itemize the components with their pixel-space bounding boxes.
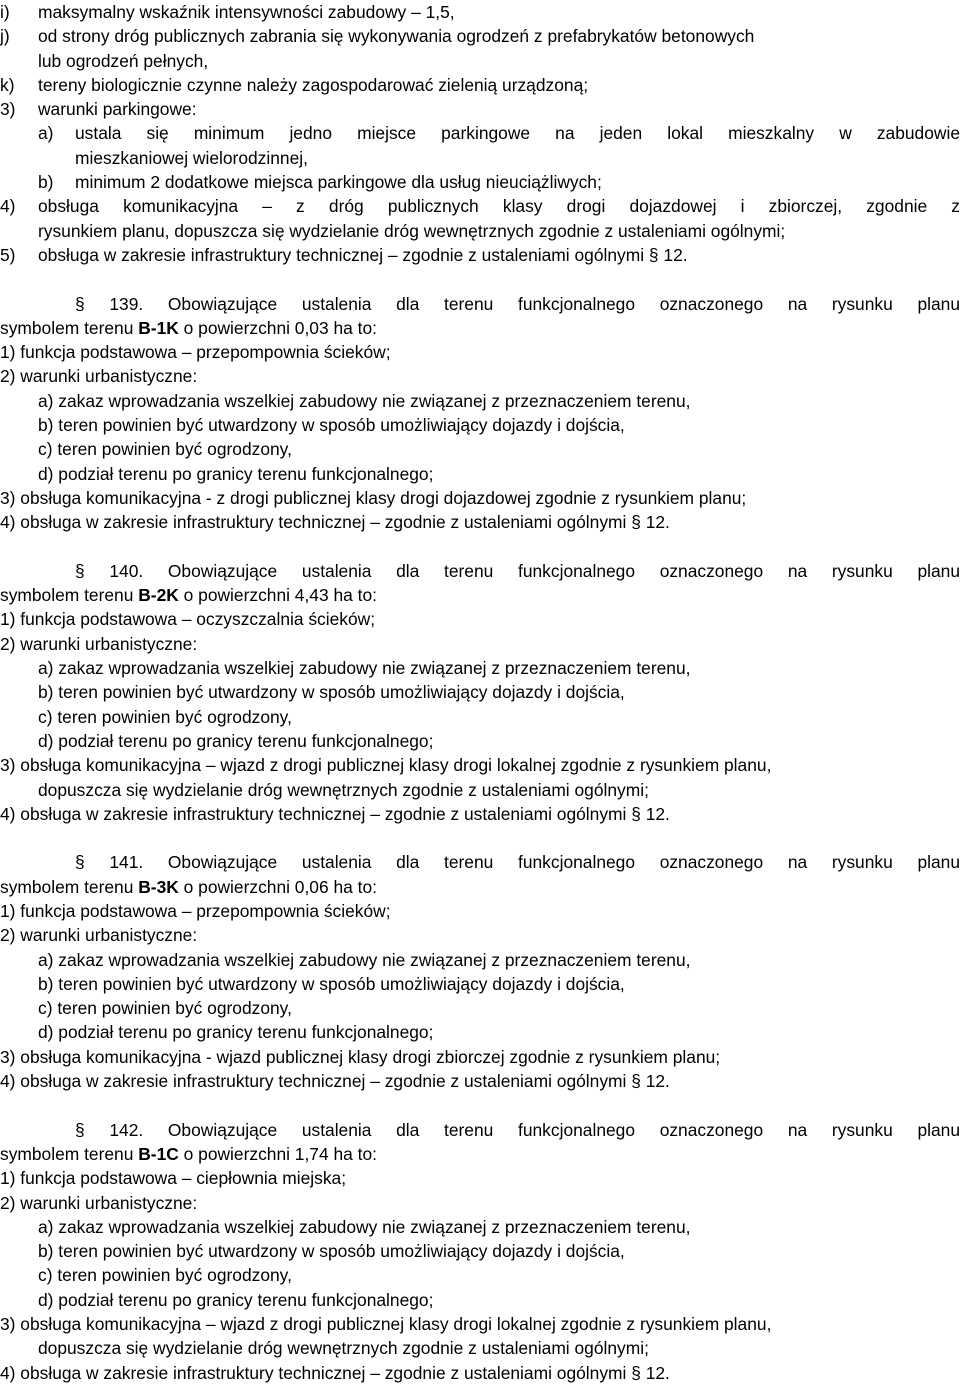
list-item-3-cont xyxy=(0,1336,960,1360)
section-symbol-line xyxy=(0,316,960,340)
list-text: 1) funkcja podstawowa – przepompownia ścieków; xyxy=(0,900,391,921)
list-text: ustala się minimum jedno miejsce parkingowe na jeden lokal mieszkalny w zabudowie xyxy=(75,123,960,144)
list-text: 1) funkcja podstawowa – ciepłownia miejska; xyxy=(0,1168,347,1189)
section-number: § 140. xyxy=(75,560,144,581)
list-item-3 xyxy=(0,97,960,121)
list-text: rysunkiem planu, dopuszcza się wydzielanie dróg wewnętrznych zgodnie z ustaleniami ogólnymi; xyxy=(38,220,786,241)
list-item-j-cont xyxy=(0,49,960,73)
list-text: obsługa komunikacyjna – z dróg publicznych klasy drogi dojazdowej i zbiorczej, zgodnie z xyxy=(38,196,960,217)
list-item-3b xyxy=(0,170,960,194)
list-item-4 xyxy=(0,1361,960,1385)
list-item-k xyxy=(0,73,960,97)
section-symbol-post: o powierzchni 4,43 ha to: xyxy=(178,585,377,606)
list-item-2a xyxy=(0,656,960,680)
list-item-i xyxy=(0,0,960,24)
list-text: 4) obsługa w zakresie infrastruktury technicznej – zgodnie z ustaleniami ogólnymi § 12. xyxy=(0,512,670,533)
list-marker: j) xyxy=(0,26,10,47)
list-marker: i) xyxy=(0,2,10,22)
section-symbol-post: o powierzchni 0,06 ha to: xyxy=(178,876,377,897)
list-text: c) teren powinien być ogrodzony, xyxy=(38,998,292,1019)
list-text: 4) obsługa w zakresie infrastruktury technicznej – zgodnie z ustaleniami ogólnymi § 12. xyxy=(0,803,670,824)
section-spacer xyxy=(0,267,960,291)
section-symbol-post: o powierzchni 1,74 ha to: xyxy=(178,1143,377,1164)
list-item-2 xyxy=(0,923,960,947)
list-text: d) podział terenu po granicy terenu funkcjonalnego; xyxy=(38,463,434,484)
list-text: minimum 2 dodatkowe miejsca parkingowe dla usług nieuciążliwych; xyxy=(75,172,602,193)
list-text: 4) obsługa w zakresie infrastruktury technicznej – zgodnie z ustaleniami ogólnymi § 12. xyxy=(0,1071,670,1092)
list-item-1 xyxy=(0,607,960,631)
list-text: c) teren powinien być ogrodzony, xyxy=(38,706,292,727)
list-text: maksymalny wskaźnik intensywności zabudowy – 1,5, xyxy=(38,2,455,22)
list-marker: 4) xyxy=(0,196,16,217)
list-item-2d xyxy=(0,729,960,753)
list-item-5 xyxy=(0,243,960,267)
section-symbol: B-2K xyxy=(138,585,179,606)
list-marker: b) xyxy=(38,172,54,193)
list-item-2c xyxy=(0,1263,960,1287)
section-symbol: B-1C xyxy=(138,1143,179,1164)
section-symbol: B-1K xyxy=(138,317,179,338)
list-text: dopuszcza się wydzielanie dróg wewnętrznych zgodnie z ustaleniami ogólnymi; xyxy=(38,779,649,800)
section-symbol: B-3K xyxy=(138,876,179,897)
section-symbol-pre: symbolem terenu xyxy=(0,876,139,897)
list-item-2c xyxy=(0,996,960,1020)
list-text: d) podział terenu po granicy terenu funkcjonalnego; xyxy=(38,730,434,751)
list-marker: 5) xyxy=(0,244,16,265)
list-text: 4) obsługa w zakresie infrastruktury technicznej – zgodnie z ustaleniami ogólnymi § 12. xyxy=(0,1362,670,1383)
list-item-2b xyxy=(0,972,960,996)
paragraph-section xyxy=(0,1093,960,1385)
list-item-1 xyxy=(0,1166,960,1190)
list-item-2b xyxy=(0,1239,960,1263)
list-text: a) zakaz wprowadzania wszelkiej zabudowy nie związanej z przeznaczeniem terenu, xyxy=(38,658,691,679)
list-text: 2) warunki urbanistyczne: xyxy=(0,925,198,946)
section-heading xyxy=(0,559,960,583)
section-heading xyxy=(0,1118,960,1142)
section-symbol-pre: symbolem terenu xyxy=(0,317,139,338)
list-item-4 xyxy=(0,802,960,826)
list-text: 3) obsługa komunikacyjna – wjazd z drogi publicznej klasy drogi lokalnej zgodnie z rysunkiem planu, xyxy=(0,1314,772,1335)
list-item-1 xyxy=(0,899,960,923)
list-text: tereny biologicznie czynne należy zagospodarować zielenią urządzoną; xyxy=(38,74,589,95)
list-text: obsługa w zakresie infrastruktury technicznej – zgodnie z ustaleniami ogólnymi § 12. xyxy=(38,244,688,265)
list-text: 3) obsługa komunikacyjna - z drogi publicznej klasy drogi dojazdowej zgodnie z rysunkiem planu; xyxy=(0,487,747,508)
list-text: 3) obsługa komunikacyjna - wjazd publicznej klasy drogi zbiorczej zgodnie z rysunkiem planu; xyxy=(0,1046,721,1067)
list-item-4-cont xyxy=(0,219,960,243)
paragraph-section xyxy=(0,826,960,1093)
list-text: c) teren powinien być ogrodzony, xyxy=(38,1265,292,1286)
list-text: a) zakaz wprowadzania wszelkiej zabudowy nie związanej z przeznaczeniem terenu, xyxy=(38,1216,691,1237)
list-item-2d xyxy=(0,1288,960,1312)
section-number: § 142. xyxy=(75,1119,144,1140)
list-text: b) teren powinien być utwardzony w sposób umożliwiający dojazdy i dojścia, xyxy=(38,1241,625,1262)
section-heading-text: Obowiązujące ustalenia dla terenu funkcjonalnego oznaczonego na rysunku planu xyxy=(167,852,960,873)
list-text: 1) funkcja podstawowa – przepompownia ścieków; xyxy=(0,342,391,363)
list-item-2c xyxy=(0,705,960,729)
list-item-2d xyxy=(0,1020,960,1044)
list-text: dopuszcza się wydzielanie dróg wewnętrznych zgodnie z ustaleniami ogólnymi; xyxy=(38,1338,649,1359)
list-text: lub ogrodzeń pełnych, xyxy=(38,50,209,71)
list-text: 2) warunki urbanistyczne: xyxy=(0,366,198,387)
list-item-3a-cont xyxy=(0,146,960,170)
list-item-2 xyxy=(0,632,960,656)
section-heading-text: Obowiązujące ustalenia dla terenu funkcjonalnego oznaczonego na rysunku planu xyxy=(167,1119,960,1140)
list-text: warunki parkingowe: xyxy=(38,99,197,120)
section-spacer xyxy=(0,826,960,850)
list-marker: a) xyxy=(38,123,54,144)
list-text: d) podział terenu po granicy terenu funkcjonalnego; xyxy=(38,1289,434,1310)
list-text: b) teren powinien być utwardzony w sposób umożliwiający dojazdy i dojścia, xyxy=(38,973,625,994)
section-spacer xyxy=(0,535,960,559)
section-symbol-line xyxy=(0,1142,960,1166)
list-item-j xyxy=(0,24,960,48)
section-heading-text: Obowiązujące ustalenia dla terenu funkcjonalnego oznaczonego na rysunku planu xyxy=(167,293,960,314)
list-item-3-cont xyxy=(0,778,960,802)
list-text: od strony dróg publicznych zabrania się wykonywania ogrodzeń z prefabrykatów betonowych xyxy=(38,26,755,47)
section-symbol-line xyxy=(0,583,960,607)
list-item-4 xyxy=(0,1069,960,1093)
list-text: a) zakaz wprowadzania wszelkiej zabudowy nie związanej z przeznaczeniem terenu, xyxy=(38,949,691,970)
list-text: mieszkaniowej wielorodzinnej, xyxy=(75,147,308,168)
list-text: 3) obsługa komunikacyjna – wjazd z drogi publicznej klasy drogi lokalnej zgodnie z rysunkiem planu, xyxy=(0,755,772,776)
section-symbol-post: o powierzchni 0,03 ha to: xyxy=(178,317,377,338)
paragraph-section xyxy=(0,267,960,534)
list-item-2b xyxy=(0,680,960,704)
list-item-3a xyxy=(0,121,960,145)
section-heading-text: Obowiązujące ustalenia dla terenu funkcjonalnego oznaczonego na rysunku planu xyxy=(167,560,960,581)
list-item-3 xyxy=(0,1312,960,1336)
section-number: § 141. xyxy=(75,852,144,873)
list-item-2a xyxy=(0,1215,960,1239)
list-text: a) zakaz wprowadzania wszelkiej zabudowy nie związanej z przeznaczeniem terenu, xyxy=(38,390,691,411)
list-text: 2) warunki urbanistyczne: xyxy=(0,1192,198,1213)
list-item-2d xyxy=(0,462,960,486)
list-text: b) teren powinien być utwardzony w sposób umożliwiający dojazdy i dojścia, xyxy=(38,415,625,436)
list-text: b) teren powinien być utwardzony w sposób umożliwiający dojazdy i dojścia, xyxy=(38,682,625,703)
list-item-2a xyxy=(0,948,960,972)
list-text: 1) funkcja podstawowa – oczyszczalnia ścieków; xyxy=(0,609,376,630)
section-heading xyxy=(0,292,960,316)
list-item-3 xyxy=(0,486,960,510)
list-item-1 xyxy=(0,340,960,364)
section-symbol-pre: symbolem terenu xyxy=(0,585,139,606)
list-item-4 xyxy=(0,510,960,534)
list-marker: k) xyxy=(0,74,15,95)
list-item-2 xyxy=(0,364,960,388)
list-item-2c xyxy=(0,437,960,461)
section-symbol-line xyxy=(0,875,960,899)
list-item-3 xyxy=(0,753,960,777)
list-item-4 xyxy=(0,194,960,218)
section-spacer xyxy=(0,1093,960,1117)
list-marker: 3) xyxy=(0,99,16,120)
section-heading xyxy=(0,850,960,874)
list-item-3 xyxy=(0,1045,960,1069)
list-item-2 xyxy=(0,1191,960,1215)
list-item-2b xyxy=(0,413,960,437)
paragraph-section xyxy=(0,535,960,827)
section-number: § 139. xyxy=(75,293,144,314)
sections-container xyxy=(0,267,960,1385)
list-text: d) podział terenu po granicy terenu funkcjonalnego; xyxy=(38,1022,434,1043)
list-item-2a xyxy=(0,389,960,413)
section-symbol-pre: symbolem terenu xyxy=(0,1143,139,1164)
list-text: c) teren powinien być ogrodzony, xyxy=(38,439,292,460)
list-text: 2) warunki urbanistyczne: xyxy=(0,633,198,654)
